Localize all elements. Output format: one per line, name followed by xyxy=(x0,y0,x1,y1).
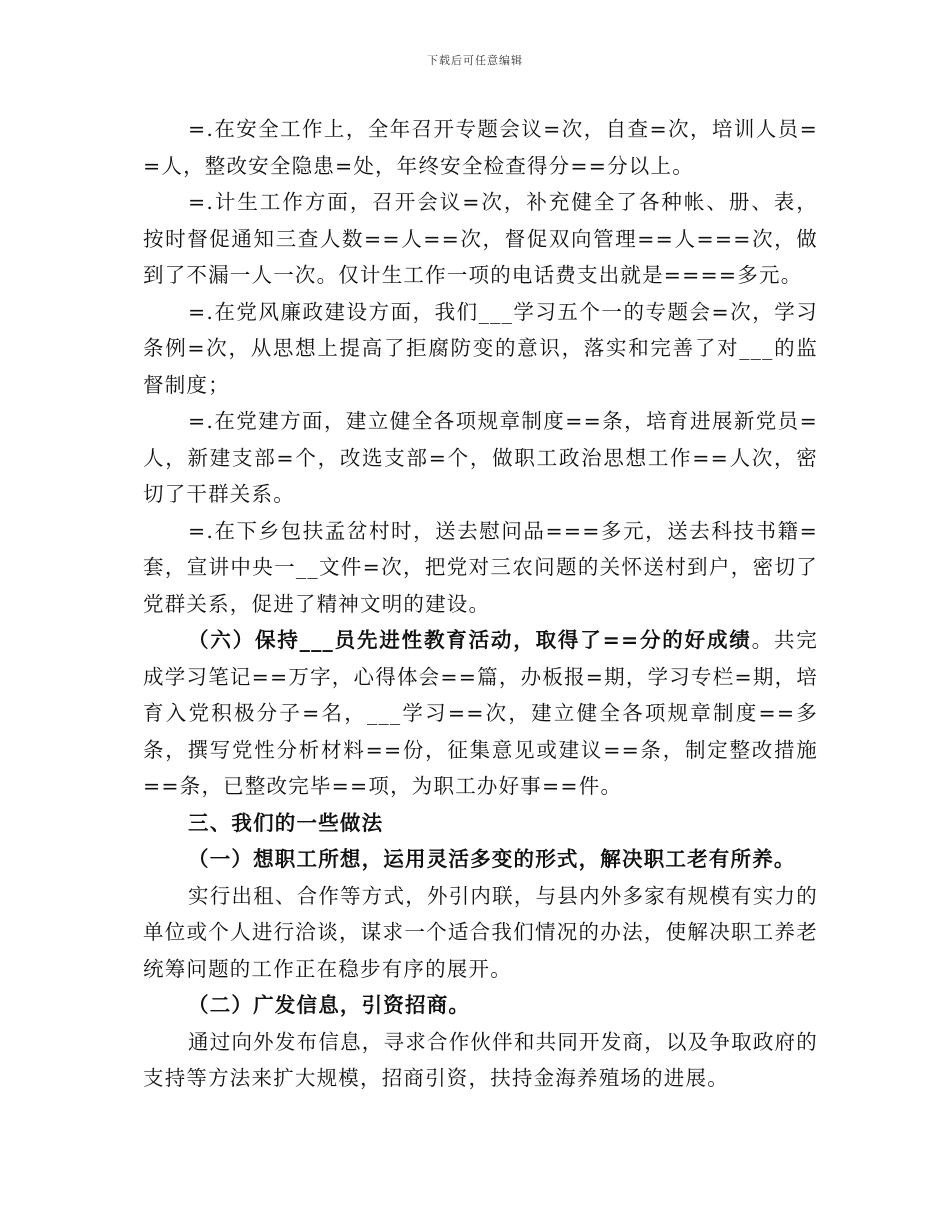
paragraph-safety: =.在安全工作上，全年召开专题会议=次，自查=次，培训人员==人，整改安全隐患=处，年终安全检查得分==分以上。 xyxy=(143,117,818,178)
paragraph-village-support: =.在下乡包扶孟岔村时，送去慰问品===多元，送去科技书籍=套，宣讲中央一__文件=次，把党对三农问题的关怀送村到户，密切了党群关系，促进了精神文明的建设。 xyxy=(143,518,818,616)
page-header: 下载后可任意编辑 xyxy=(427,54,523,67)
section-six-body: 。共完成学习笔记==万字，心得体会==篇，办板报=期，学习专栏=期，培育入党积极分子=名，___学习==次，建立健全各项规章制度==多条，撰写党性分析材料==份，征集意见或建议==条，制定整改措施==条，已整改完毕==项，为职工办好事==件。 xyxy=(143,628,818,798)
paragraph-family-planning: =.计生工作方面，召开会议=次，补充健全了各种帐、册、表，按时督促通知三查人数==人==次，督促双向管理==人===次，做到了不漏一人一次。仅计生工作一项的电话费支出就是====多元。 xyxy=(143,190,818,287)
paragraph-party-integrity: =.在党风廉政建设方面，我们___学习五个一的专题会=次，学习条例=次，从思想上提高了拒腐防变的意识，落实和完善了对___的监督制度； xyxy=(143,299,818,397)
section-heading-practices: 三、我们的一些做法 xyxy=(188,810,384,835)
paragraph-pension: 实行出租、合作等方式，外引内联，与县内外多家有规模有实力的单位或个人进行洽谈，谋求一个适合我们情况的办法，使解决职工养老统筹问题的工作正在稳步有序的展开。 xyxy=(143,883,818,981)
subheading-investment: （二）广发信息，引资招商。 xyxy=(188,993,471,1017)
subheading-pension: （一）想职工所想，运用灵活多变的形式，解决职工老有所养。 xyxy=(188,847,796,871)
paragraph-party-building: =.在党建方面，建立健全各项规章制度==条，培育进展新党员=人，新建支部=个，改选支部=个，做职工政治思想工作==人次，密切了干群关系。 xyxy=(143,409,818,506)
paragraph-education-campaign xyxy=(143,622,818,805)
paragraph-investment: 通过向外发布信息，寻求合作伙伴和共同开发商，以及争取政府的支持等方法来扩大规模，招商引资，扶持金海养殖场的进展。 xyxy=(143,1029,818,1090)
section-six-title: （六）保持___员先进性教育活动，取得了==分的好成绩 xyxy=(188,628,752,652)
document-body xyxy=(143,111,818,1097)
